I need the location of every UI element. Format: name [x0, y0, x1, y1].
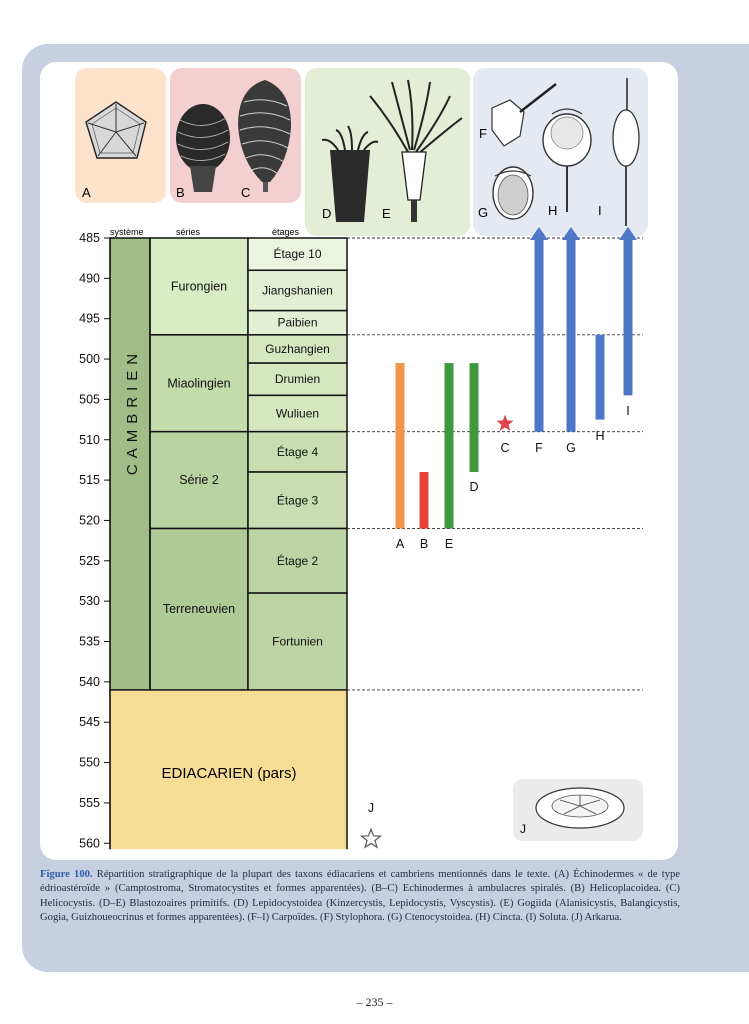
y-axis: [79, 231, 110, 850]
stage-label: Fortunien: [272, 634, 323, 649]
stage-label: Wuliuen: [275, 406, 320, 421]
fossil-label-b: B: [176, 185, 185, 200]
series-label: Miaolingien: [167, 376, 231, 391]
y-tick-label: 555: [79, 795, 100, 810]
stage-label: Étage 4: [276, 444, 319, 459]
range-bar-a: [396, 363, 405, 528]
boundary-dash-lines: [347, 238, 643, 690]
fossil-label-h: H: [548, 203, 558, 218]
page-number: – 235 –: [356, 995, 393, 1009]
range-bar-f: [535, 238, 544, 432]
range-bar-d: [470, 363, 479, 472]
series-label: Série 2: [179, 473, 219, 488]
y-tick-label: 495: [79, 311, 100, 326]
y-tick-label: 560: [79, 836, 100, 851]
header-stages: étages: [272, 227, 300, 237]
y-tick-label: 515: [79, 473, 100, 488]
system-label-cambrien: [124, 348, 141, 475]
series-label: Furongien: [170, 279, 228, 294]
header-series: séries: [176, 227, 201, 237]
range-bars: [362, 227, 638, 847]
range-label-f: F: [535, 441, 543, 455]
y-tick-label: 540: [79, 674, 100, 689]
caption-title: Figure 100.: [40, 869, 93, 880]
range-star-j: [362, 829, 381, 847]
stage-label: Guzhangien: [265, 341, 330, 356]
stage-label: Étage 2: [276, 553, 319, 568]
figure-caption: [40, 868, 680, 925]
range-bar-e: [445, 363, 454, 528]
y-tick-label: 510: [79, 432, 100, 447]
fossil-g-drawing: [493, 167, 533, 219]
stage-label: Paibien: [277, 315, 318, 330]
range-bar-b: [420, 472, 429, 528]
y-tick-label: 490: [79, 271, 100, 286]
range-label-a: A: [395, 537, 405, 551]
y-tick-label: 485: [79, 231, 100, 245]
range-label-h: H: [595, 429, 605, 443]
stage-label: Jiangshanien: [262, 283, 333, 298]
stage-label: Étage 3: [276, 493, 319, 508]
fossil-label-d: D: [322, 206, 332, 221]
fossil-j-drawing: [536, 788, 624, 828]
y-tick-label: 500: [79, 352, 100, 367]
fossil-label-j: J: [520, 822, 526, 836]
y-tick-label: 545: [79, 715, 100, 730]
range-label-e: E: [444, 537, 454, 551]
y-tick-label: 535: [79, 634, 100, 649]
caption-text: Répartition stratigraphique de la plupart des taxons édiacariens et cambriens mentionnés dans le texte. (A) Échinodermes « de type édrioastéroïde » (Camptostroma, Stromatocystites et formes apparentées). (B–C) Echinodermes à ambulacres spiralés. (B) Helicoplacoidea. (C) Helicocystis. (D–E) Blastozoaires primitifs. (D) Lepidocystoidea (Kinzercystis, Lepidocystis, Vyscystis). (E) Gogiida (Alanisicystis, Balangicystis, Gogia, Guizhoueocrinus et formes apparentées). (F–I) Carpoïdes. (F) Stylophora. (G) Ctenocystoidea. (H) Cincta. (I) Soluta. (J) Arkarua.: [40, 869, 680, 923]
fossil-label-g: G: [478, 205, 489, 220]
ediacaran-label: EDIACARIEN (pars): [161, 765, 297, 782]
range-label-i: I: [626, 404, 630, 418]
cambrien-text: CAMBRIEN: [124, 347, 141, 476]
y-tick-label: 550: [79, 755, 100, 770]
y-tick-label: 525: [79, 553, 100, 568]
range-label-b: B: [419, 537, 429, 551]
fossil-label-a: A: [82, 185, 91, 200]
stage-label: Drumien: [274, 372, 321, 387]
y-tick-label: 520: [79, 513, 100, 528]
range-label-c: C: [500, 441, 510, 455]
range-bar-g: [567, 238, 576, 432]
fossil-label-f: F: [479, 126, 487, 141]
range-label-j: J: [367, 801, 375, 815]
range-star-c: [496, 415, 513, 431]
range-label-d: D: [469, 480, 479, 494]
fossil-label-e: E: [382, 206, 391, 221]
range-label-g: G: [566, 441, 576, 455]
fossil-label-c: C: [241, 185, 251, 200]
range-bar-i: [624, 238, 633, 395]
series-label: Terreneuvien: [162, 602, 236, 617]
header-system: système: [110, 227, 144, 237]
stage-label: Étage 10: [273, 247, 322, 262]
y-tick-label: 530: [79, 594, 100, 609]
range-bar-h: [596, 335, 605, 420]
y-tick-label: 505: [79, 392, 100, 407]
fossil-label-i: I: [598, 203, 602, 218]
